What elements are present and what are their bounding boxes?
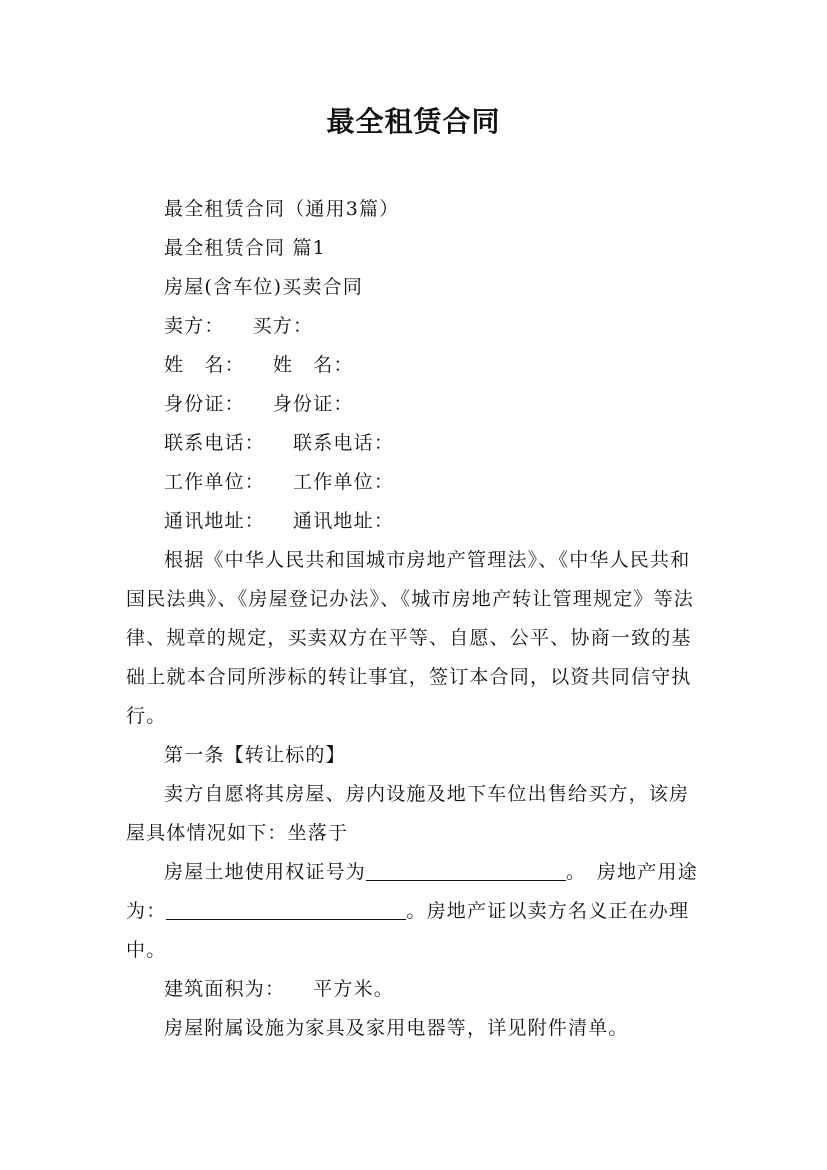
address-line xyxy=(126,502,706,541)
certificate-note: 。房地产证以卖方名义正在办理中。 xyxy=(126,900,690,961)
seller-label: 卖方： xyxy=(164,315,225,337)
usage-label: 。 房地产用途为： xyxy=(126,861,698,922)
seller-phone-label: 联系电话： xyxy=(164,432,266,454)
seller-name-label: 姓 名： xyxy=(164,354,245,376)
parties-line xyxy=(126,307,706,346)
name-line xyxy=(126,346,706,385)
buyer-id-label: 身份证： xyxy=(272,393,354,415)
phone-line xyxy=(126,424,706,463)
buyer-name-label: 姓 名： xyxy=(272,354,354,376)
intro-paragraph: 根据《中华人民共和国城市房地产管理法》、《中华人民共和国民法典》、《房屋登记办法》、《城市房地产转让管理规定》等法律、规章的规定，买卖双方在平等、自愿、公平、协商一致的基础上就本合同所涉标的转让事宜，签订本合同，以资共同信守执行。 xyxy=(126,549,695,727)
seller-work-label: 工作单位： xyxy=(164,471,266,493)
area-line xyxy=(126,970,706,1009)
work-line xyxy=(126,463,706,502)
buyer-phone-label: 联系电话： xyxy=(293,432,395,454)
buyer-work-label: 工作单位： xyxy=(293,471,395,493)
seller-address-label: 通讯地址： xyxy=(164,510,266,532)
certificate-paragraph xyxy=(126,853,706,970)
certificate-label: 房屋土地使用权证号为 xyxy=(164,861,367,883)
seller-id-label: 身份证： xyxy=(164,393,245,415)
document-body xyxy=(126,190,706,1048)
buyer-address-label: 通讯地址： xyxy=(293,510,395,532)
area-label: 建筑面积为： xyxy=(164,978,286,1000)
section-heading: 最全租赁合同 篇1 xyxy=(164,237,326,259)
area-unit: 平方米。 xyxy=(313,978,395,1000)
usage-blank xyxy=(166,897,406,920)
fixtures-paragraph: 房屋附属设施为家具及家用电器等，详见附件清单。 xyxy=(164,1017,629,1039)
article-1-heading: 第一条【转让标的】 xyxy=(164,744,346,766)
article-1-paragraph: 卖方自愿将其房屋、房内设施及地下车位出售给买方，该房屋具体情况如下：坐落于 xyxy=(126,783,690,844)
document-title: 最全租赁合同 xyxy=(326,105,501,138)
buyer-label: 买方： xyxy=(252,315,314,337)
certificate-blank xyxy=(366,858,566,881)
subtitle-line: 最全租赁合同（通用3篇） xyxy=(164,198,400,220)
contract-name: 房屋(含车位)买卖合同 xyxy=(164,276,364,298)
id-line xyxy=(126,385,706,424)
